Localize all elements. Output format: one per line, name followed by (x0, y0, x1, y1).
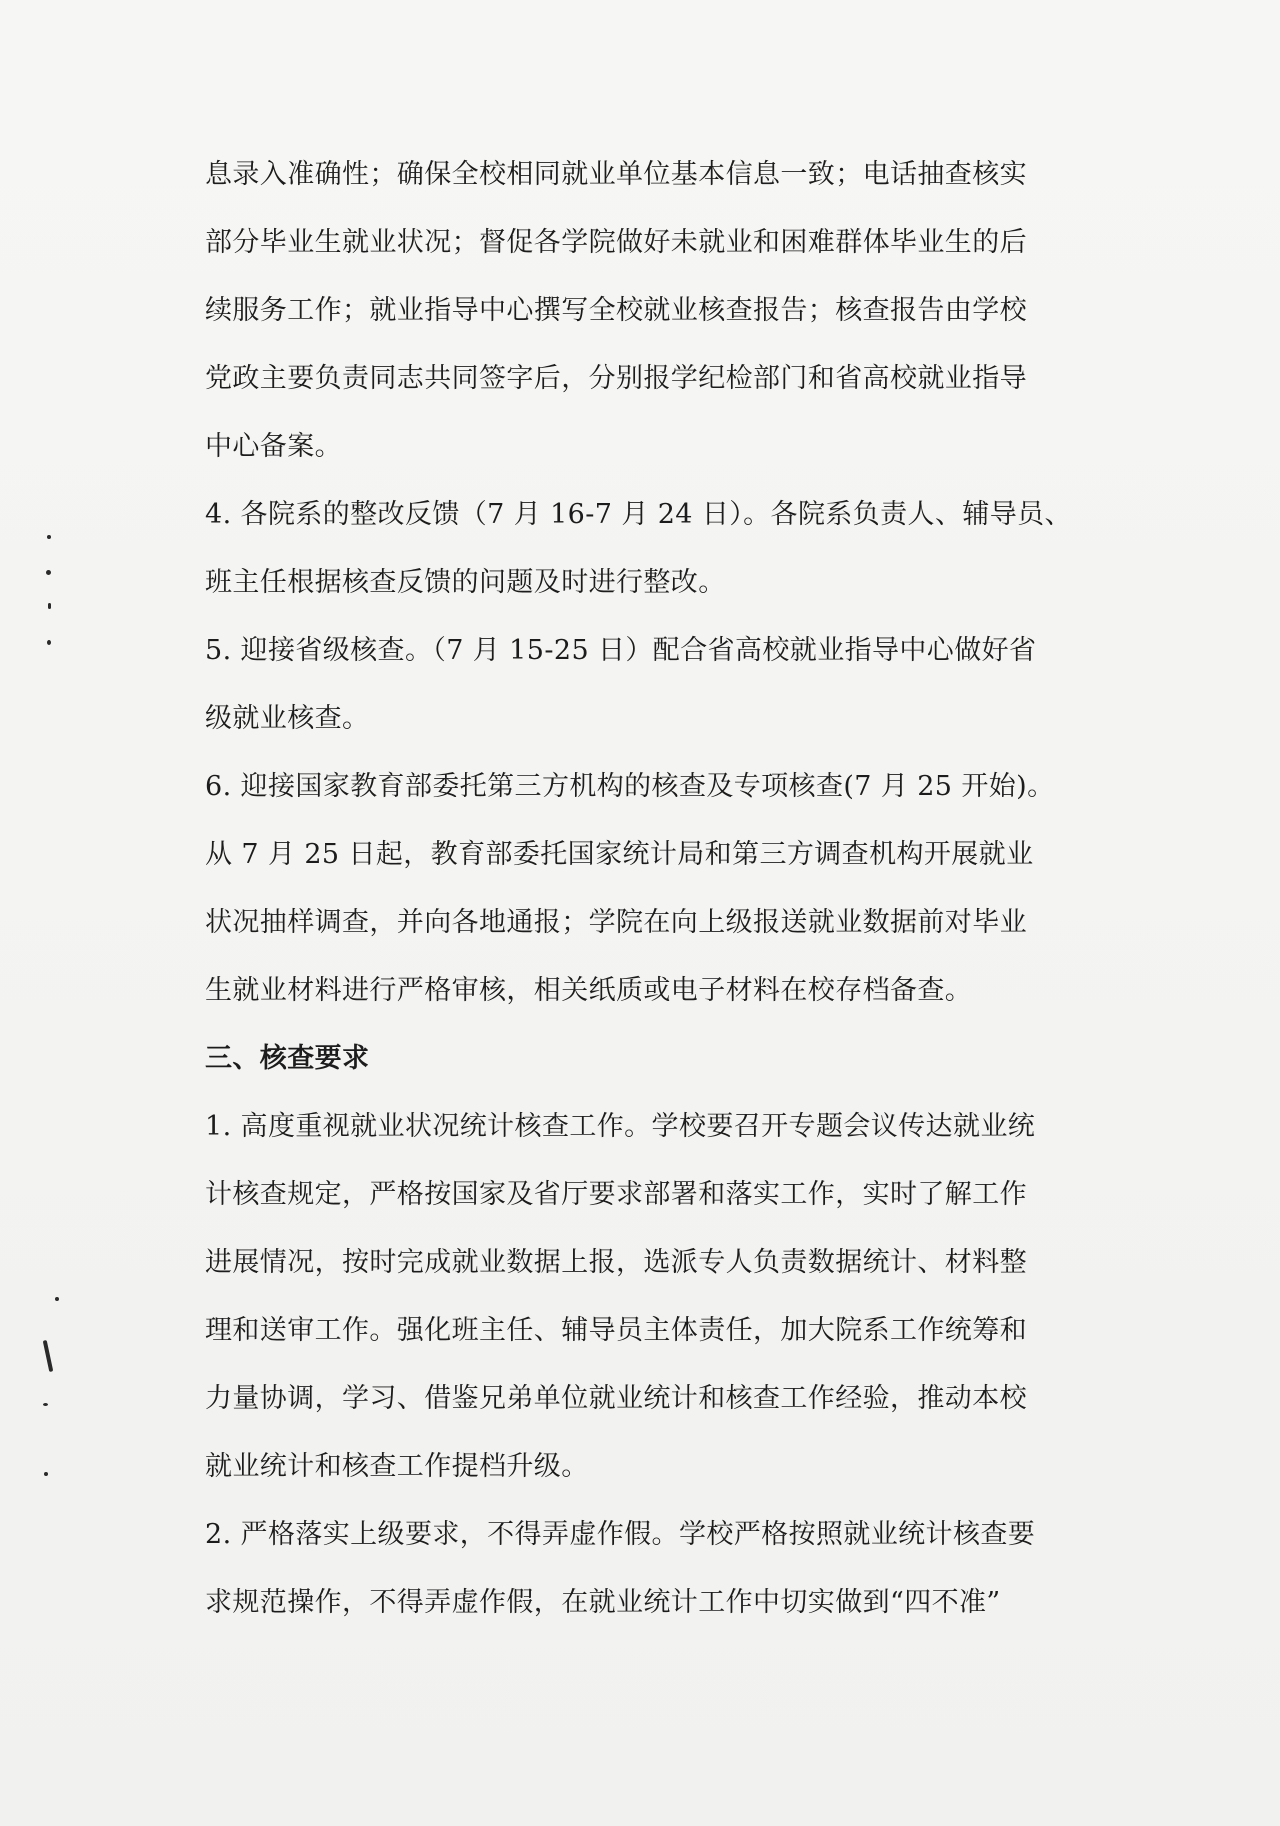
binding-hole-mark (43, 1403, 48, 1406)
binding-hole-mark (55, 1297, 59, 1301)
document-body (205, 158, 1105, 1654)
binding-hole-mark (44, 1472, 48, 1476)
binding-hole-mark (47, 640, 51, 645)
text-line: 就业统计和核查工作提档升级。 (205, 1451, 589, 1482)
text-line: 计核查规定，严格按国家及省厅要求部署和落实工作，实时了解工作 (205, 1179, 1027, 1210)
text-line: 生就业材料进行严格审核，相关纸质或电子材料在校存档备查。 (205, 975, 973, 1006)
text-line: 息录入准确性；确保全校相同就业单位基本信息一致；电话抽查核实 (205, 159, 1027, 190)
section-heading: 三、核查要求 (205, 1043, 370, 1074)
text-line: 力量协调，学习、借鉴兄弟单位就业统计和核查工作经验，推动本校 (205, 1383, 1027, 1414)
text-line: 理和送审工作。强化班主任、辅导员主体责任，加大院系工作统筹和 (205, 1315, 1027, 1346)
text-line: 2. 严格落实上级要求，不得弄虚作假。学校严格按照就业统计核查要 (205, 1519, 1036, 1550)
text-line: 1. 高度重视就业状况统计核查工作。学校要召开专题会议传达就业统 (205, 1111, 1036, 1142)
text-line: 续服务工作；就业指导中心撰写全校就业核查报告；核查报告由学校 (205, 295, 1027, 326)
binding-hole-mark (47, 535, 51, 539)
text-line: 进展情况，按时完成就业数据上报，选派专人负责数据统计、材料整 (205, 1247, 1027, 1278)
text-line: 6. 迎接国家教育部委托第三方机构的核查及专项核查(7 月 25 开始)。 (205, 771, 1055, 802)
binding-hole-mark (46, 570, 51, 575)
text-line: 级就业核查。 (205, 703, 370, 734)
text-line: 部分毕业生就业状况；督促各学院做好未就业和困难群体毕业生的后 (205, 227, 1027, 258)
text-line: 班主任根据核查反馈的问题及时进行整改。 (205, 567, 726, 598)
text-line: 党政主要负责同志共同签字后，分别报学纪检部门和省高校就业指导 (205, 363, 1027, 394)
binding-hole-mark (48, 603, 51, 609)
text-line: 5. 迎接省级核查。（7 月 15-25 日）配合省高校就业指导中心做好省 (205, 635, 1037, 666)
text-line: 求规范操作，不得弄虚作假，在就业统计工作中切实做到“四不准” (205, 1587, 1001, 1618)
text-line: 从 7 月 25 日起，教育部委托国家统计局和第三方调查机构开展就业 (205, 839, 1034, 870)
text-line: 状况抽样调查，并向各地通报；学院在向上级报送就业数据前对毕业 (205, 907, 1027, 938)
binding-hole-mark (43, 1340, 54, 1372)
text-line: 4. 各院系的整改反馈（7 月 16-7 月 24 日）。各院系负责人、辅导员、 (205, 499, 1072, 530)
text-line: 中心备案。 (205, 431, 342, 462)
